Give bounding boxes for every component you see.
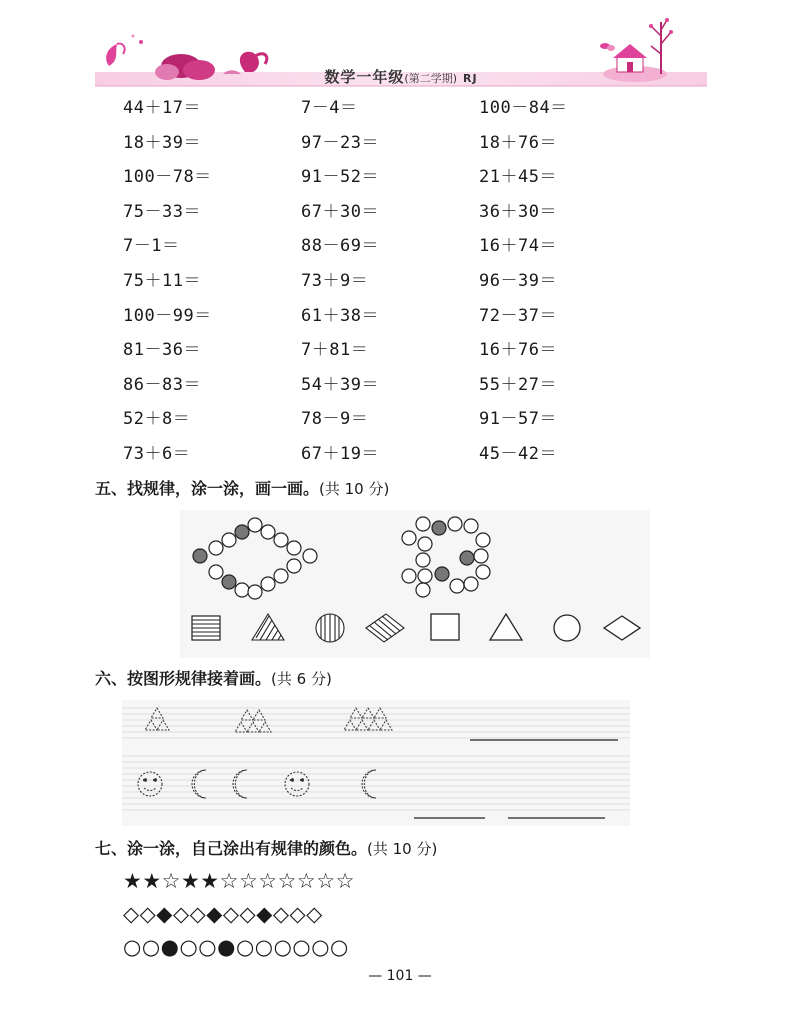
arithmetic-row bbox=[123, 367, 683, 402]
arithmetic-problem[interactable]: 67＋30＝ bbox=[301, 201, 379, 222]
arithmetic-row bbox=[123, 332, 683, 367]
arithmetic-problem[interactable]: 21＋45＝ bbox=[479, 167, 557, 188]
section5-title: 五、找规律，涂一涂，画一画。(共 10 分) bbox=[95, 479, 390, 498]
arithmetic-problem[interactable]: 52＋8＝ bbox=[123, 409, 191, 430]
arithmetic-problem[interactable]: 96－39＝ bbox=[479, 270, 557, 291]
arithmetic-problem[interactable]: 81－36＝ bbox=[123, 340, 201, 361]
page-number: — 101 — bbox=[368, 968, 432, 984]
arithmetic-row bbox=[123, 263, 683, 298]
striped-diamond-shape bbox=[366, 614, 404, 642]
arithmetic-problem[interactable]: 67＋19＝ bbox=[301, 443, 379, 464]
arithmetic-exercises bbox=[123, 90, 683, 471]
clover-bead-ring bbox=[402, 517, 490, 597]
arithmetic-problem[interactable]: 18＋39＝ bbox=[123, 132, 201, 153]
arithmetic-row bbox=[123, 159, 683, 194]
section7-title: 七、涂一涂，自己涂出有规律的颜色。(共 10 分) bbox=[95, 839, 438, 858]
butterfly-icon bbox=[600, 43, 615, 51]
arithmetic-problem[interactable]: 7－1＝ bbox=[123, 236, 180, 257]
striped-triangle-shape bbox=[252, 614, 284, 640]
arithmetic-row bbox=[123, 298, 683, 333]
lined-square-shape bbox=[192, 616, 220, 640]
arithmetic-row bbox=[123, 125, 683, 160]
arithmetic-row bbox=[123, 436, 683, 471]
flower-icon bbox=[106, 44, 124, 66]
arithmetic-problem[interactable]: 75－33＝ bbox=[123, 201, 201, 222]
arithmetic-row bbox=[123, 90, 683, 125]
arithmetic-problem[interactable]: 100－78＝ bbox=[123, 167, 212, 188]
pattern-figures bbox=[180, 510, 650, 658]
arithmetic-problem[interactable]: 97－23＝ bbox=[301, 132, 379, 153]
triangle-shape bbox=[490, 614, 522, 640]
section5-panel bbox=[180, 510, 650, 658]
arithmetic-problem[interactable]: 91－57＝ bbox=[479, 409, 557, 430]
section6-panel bbox=[122, 700, 630, 826]
arithmetic-problem[interactable]: 78－9＝ bbox=[301, 409, 369, 430]
arithmetic-problem[interactable]: 44＋17＝ bbox=[123, 98, 201, 118]
arithmetic-problem[interactable]: 16＋76＝ bbox=[479, 340, 557, 361]
arithmetic-problem[interactable]: 73＋9＝ bbox=[301, 270, 369, 291]
square-shape bbox=[431, 614, 459, 640]
arithmetic-problem[interactable]: 54＋39＝ bbox=[301, 374, 379, 395]
arithmetic-problem[interactable]: 88－69＝ bbox=[301, 236, 379, 257]
arithmetic-problem[interactable]: 55＋27＝ bbox=[479, 374, 557, 395]
section6-title: 六、按图形规律接着画。(共 6 分) bbox=[95, 669, 332, 688]
page-header bbox=[95, 14, 707, 90]
section6-figures bbox=[122, 700, 630, 826]
arithmetic-problem[interactable]: 61＋38＝ bbox=[301, 305, 379, 326]
arithmetic-problem[interactable]: 7＋81＝ bbox=[301, 340, 369, 361]
arithmetic-problem[interactable]: 73＋6＝ bbox=[123, 443, 191, 464]
arithmetic-problem[interactable]: 72－37＝ bbox=[479, 305, 557, 326]
arithmetic-row bbox=[123, 194, 683, 229]
diamond-shape bbox=[604, 616, 640, 640]
arithmetic-problem[interactable]: 86－83＝ bbox=[123, 374, 201, 395]
arithmetic-problem[interactable]: 91－52＝ bbox=[301, 167, 379, 188]
arithmetic-problem[interactable]: 100－99＝ bbox=[123, 305, 212, 326]
circle-shape bbox=[554, 615, 580, 641]
arithmetic-problem[interactable]: 75＋11＝ bbox=[123, 270, 201, 291]
arithmetic-problem[interactable]: 36＋30＝ bbox=[479, 201, 557, 222]
arithmetic-row bbox=[123, 228, 683, 263]
striped-circle-shape bbox=[316, 614, 344, 642]
arithmetic-problem[interactable]: 18＋76＝ bbox=[479, 132, 557, 153]
diamond-pattern-row[interactable]: ◇◇◆◇◇◆◇◇◆◇◇◇ bbox=[123, 902, 323, 926]
diamond-bead-ring bbox=[193, 518, 317, 599]
header-title: 数学一年级(第二学期) RJ bbox=[324, 68, 478, 86]
arithmetic-problem[interactable]: 100－84＝ bbox=[479, 98, 568, 118]
arithmetic-problem[interactable]: 16＋74＝ bbox=[479, 236, 557, 257]
star-pattern-row[interactable]: ★★☆★★☆☆☆☆☆☆☆ bbox=[123, 869, 355, 893]
triangle-stack-1 bbox=[145, 708, 169, 730]
triangle-stack-2 bbox=[235, 710, 271, 732]
arithmetic-problem[interactable]: 7－4＝ bbox=[301, 98, 358, 118]
circle-pattern-row[interactable]: ○○●○○●○○○○○○ bbox=[123, 935, 349, 959]
arithmetic-problem[interactable]: 45－42＝ bbox=[479, 443, 557, 464]
arithmetic-row bbox=[123, 401, 683, 436]
triangle-stack-3 bbox=[344, 708, 392, 730]
